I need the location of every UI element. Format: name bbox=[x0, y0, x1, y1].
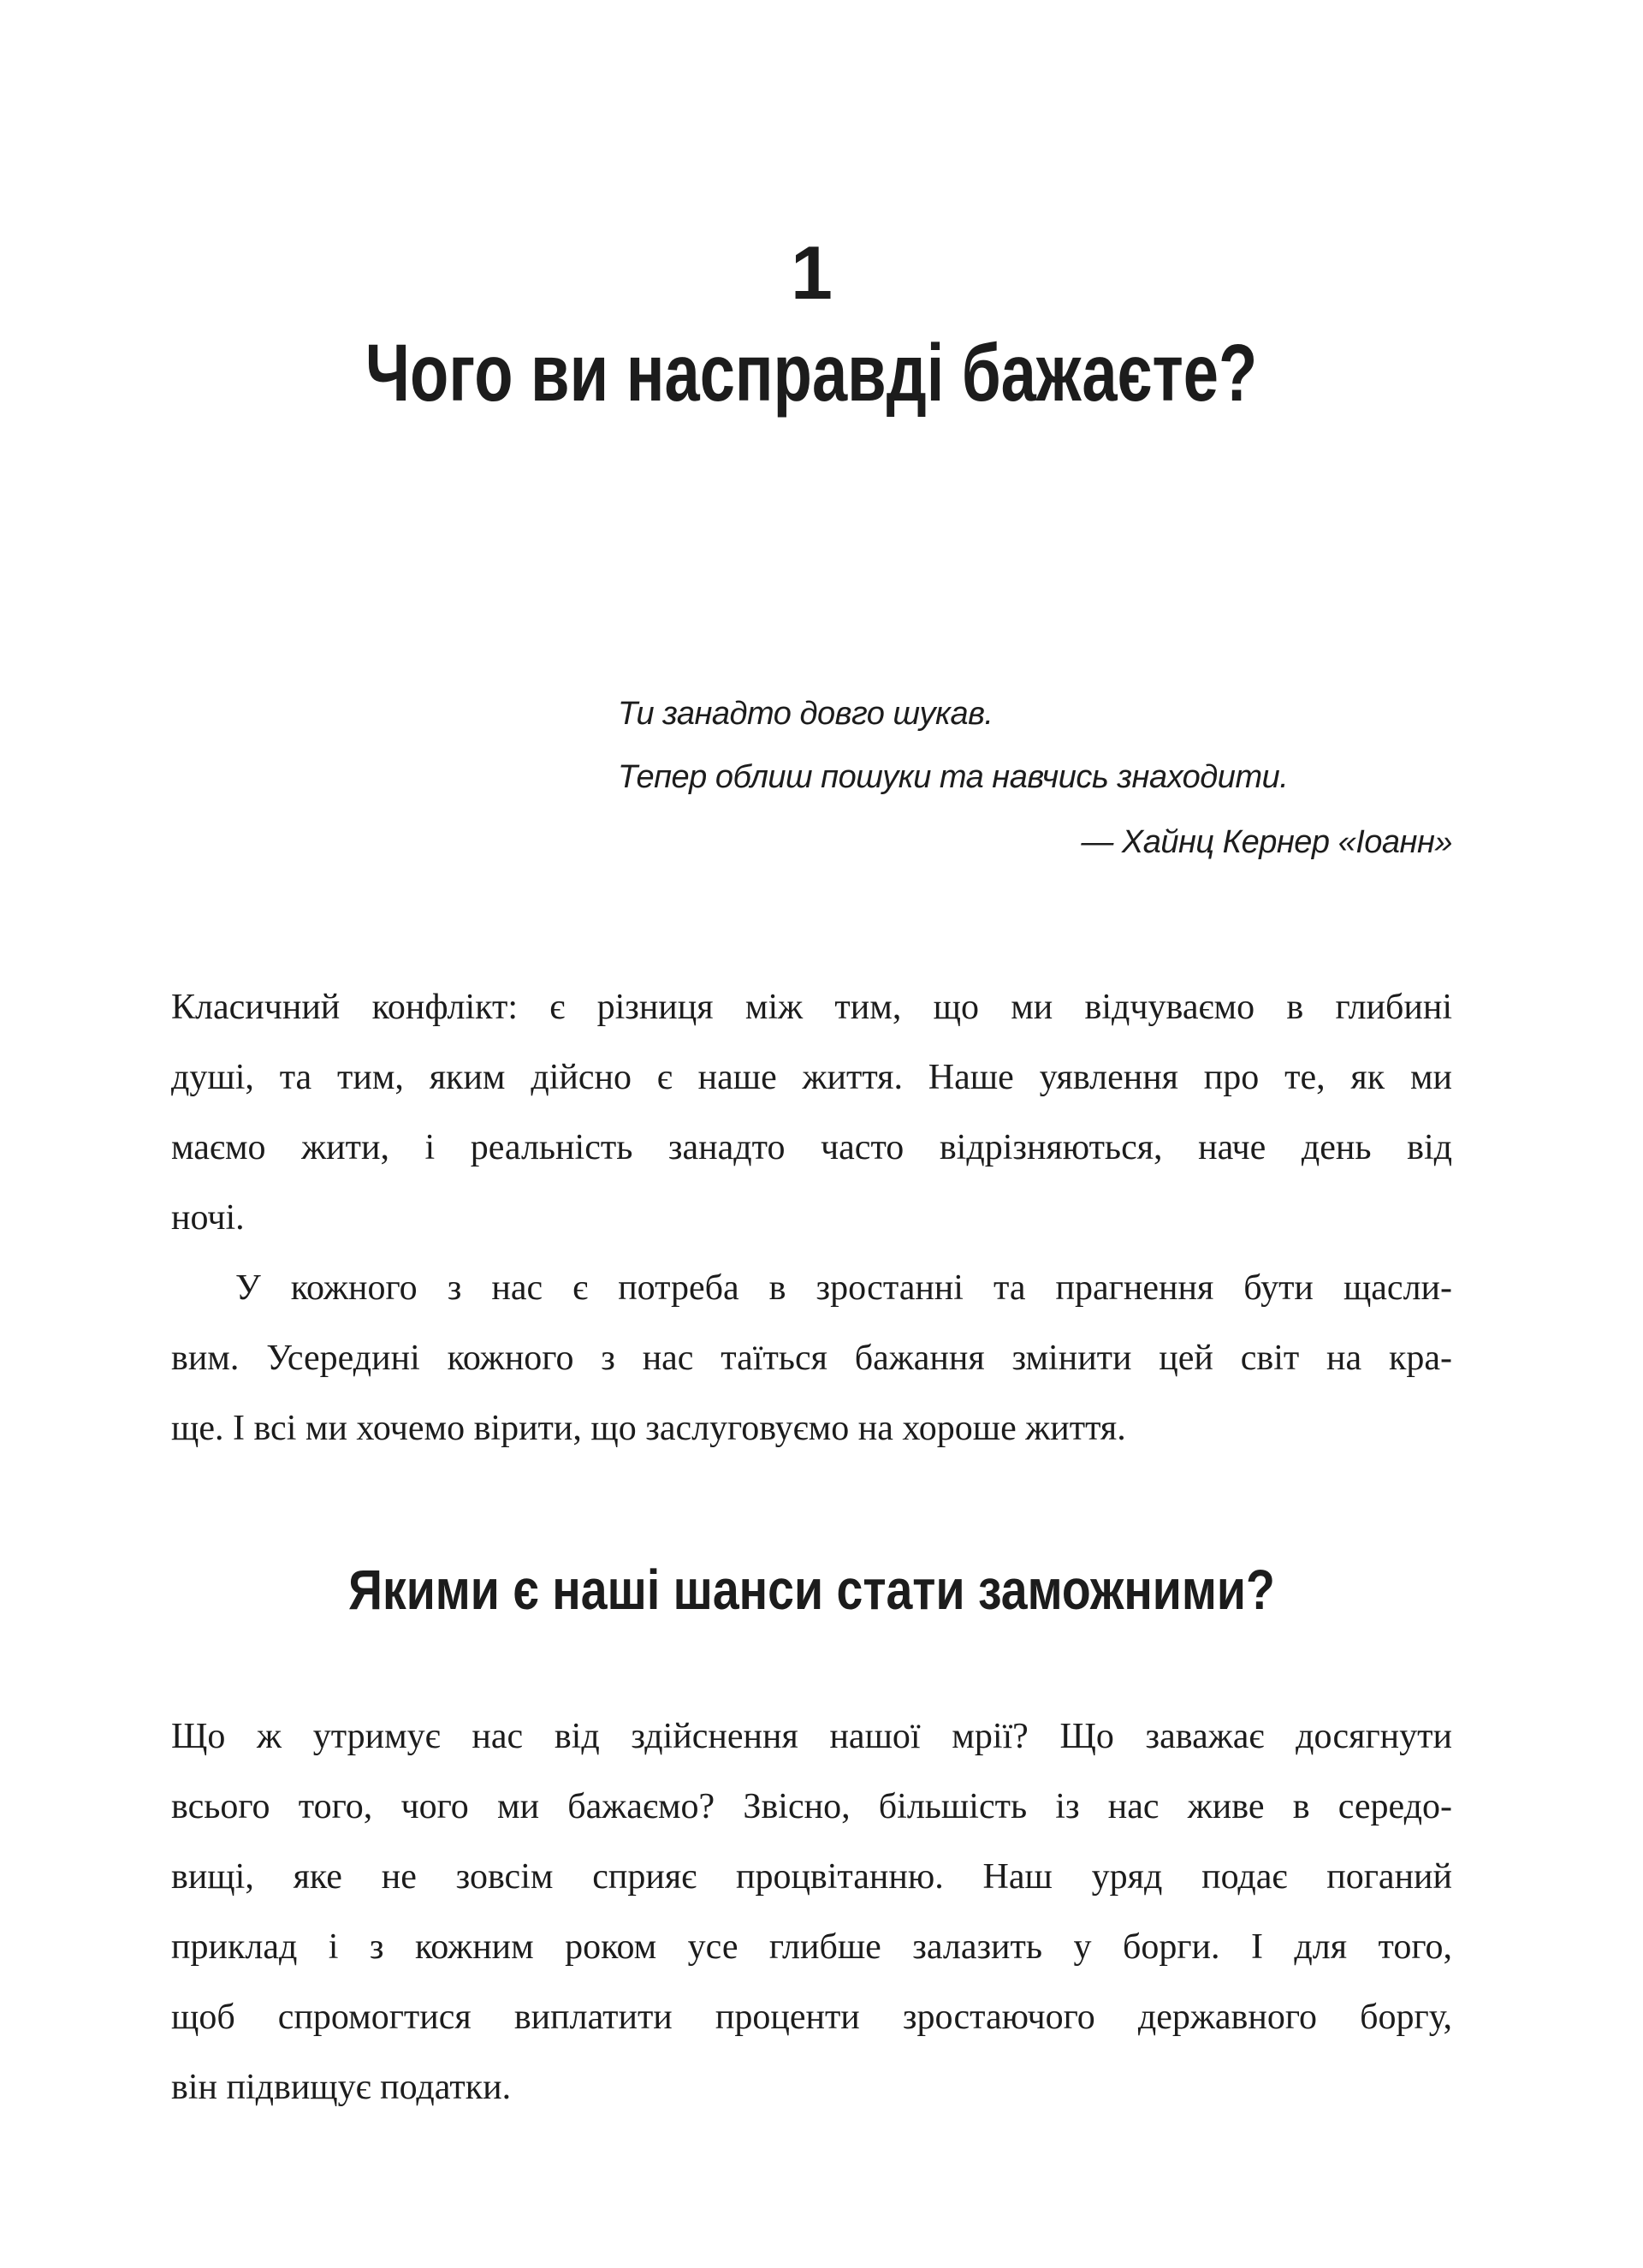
body-line: приклад і з кожним роком усе глибше залазить у борги. І для того, bbox=[171, 1927, 1452, 1967]
chapter-title bbox=[171, 327, 1452, 420]
epigraph-attribution: — Хайнц Кернер «Іоанн» bbox=[1081, 824, 1452, 860]
body-line: він підвищує податки. bbox=[171, 2068, 512, 2107]
body-line: Класичний конфлікт: є різниця між тим, що ми відчуваємо в глибині bbox=[171, 988, 1452, 1027]
section-heading bbox=[171, 1556, 1452, 1624]
body-line: вим. Усередині кожного з нас таїться бажання змінити цей світ на кра- bbox=[171, 1339, 1452, 1378]
body-line: всього того, чого ми бажаємо? Звісно, більшість із нас живе в середо- bbox=[171, 1787, 1452, 1826]
body-line: Що ж утримує нас від здійснення нашої мрії? Що заважає досягнути bbox=[171, 1717, 1452, 1756]
body-line: У кожного з нас є потреба в зростанні та прагнення бути щасли- bbox=[235, 1268, 1452, 1308]
epigraph-line-1: Ти занадто довго шукав. bbox=[618, 696, 994, 732]
paragraph-3 bbox=[171, 1701, 1452, 2123]
body-line: маємо жити, і реальність занадто часто відрізняються, наче день від bbox=[171, 1128, 1452, 1167]
body-line: душі, та тим, яким дійсно є наше життя. Наше уявлення про те, як ми bbox=[171, 1058, 1452, 1097]
chapter-title-text: Чого ви насправді бажаєте? bbox=[365, 328, 1258, 419]
body-line: ще. І всі ми хочемо вірити, що заслуговуємо на хороше життя. bbox=[171, 1409, 1126, 1448]
chapter-number: 1 bbox=[791, 230, 833, 315]
section-heading-text: Якими є наші шанси стати заможними? bbox=[348, 1558, 1275, 1621]
body-line: ночі. bbox=[171, 1198, 245, 1238]
epigraph-line-2: Тепер облиш пошуки та навчись знаходити. bbox=[618, 759, 1289, 795]
paragraph-1 bbox=[171, 972, 1452, 1253]
paragraph-2 bbox=[171, 1253, 1452, 1464]
epigraph bbox=[618, 682, 1452, 874]
body-line: щоб спромогтися виплатити проценти зростаючого державного боргу, bbox=[171, 1998, 1452, 2037]
body-line: вищі, яке не зовсім сприяє процвітанню. Наш уряд подає поганий bbox=[171, 1857, 1452, 1897]
